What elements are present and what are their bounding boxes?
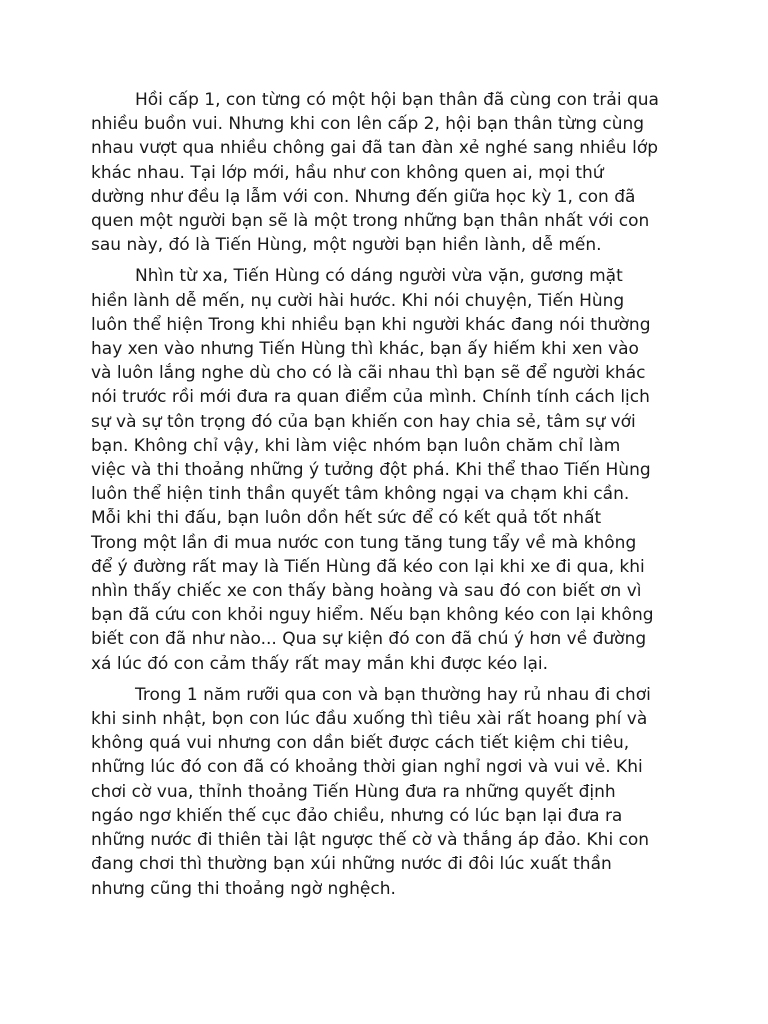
text-line: để ý đường rất may là Tiến Hùng đã kéo con lại khi xe đi qua, khi (91, 556, 645, 577)
text-line: hay xen vào nhưng Tiến Hùng thì khác, bạn ấy hiếm khi xen vào (91, 339, 639, 360)
text-line: những nước đi thiên tài lật ngược thế cờ và thắng áp đảo. Khi con (91, 830, 650, 851)
text-line: chơi cờ vua, thỉnh thoảng Tiến Hùng đưa ra những quyết định (91, 781, 616, 802)
text-line: dường như đều lạ lẫm với con. Nhưng đến giữa học kỳ 1, con đã (91, 186, 636, 207)
text-line: luôn thể hiện Trong khi nhiều bạn khi người khác đang nói thường (91, 314, 651, 335)
text-line: biết con đã như nào... Qua sự kiện đó con đã chú ý hơn về đường (91, 629, 647, 650)
text-line: nói trước rồi mới đưa ra quan điểm của mình. Chính tính cách lịch (91, 387, 650, 408)
text-line: việc và thi thoảng những ý tưởng đột phá. Khi thể thao Tiến Hùng (91, 460, 651, 481)
text-line: Trong một lần đi mua nước con tung tăng tung tẩy về mà không (91, 532, 637, 553)
text-line: và luôn lắng nghe dù cho có là cãi nhau thì bạn sẽ để người khác (91, 363, 646, 384)
text-line: nhìn thấy chiếc xe con thấy bàng hoàng và sau đó con biết ơn vì (91, 581, 642, 602)
text-line: không quá vui nhưng con dần biết được cách tiết kiệm chi tiêu, (91, 733, 630, 754)
text-line: quen một người bạn sẽ là một trong những bạn thân nhất với con (91, 211, 650, 232)
text-line: khi sinh nhật, bọn con lúc đầu xuống thì tiêu xài rất hoang phí và (91, 709, 648, 730)
document-body (91, 88, 691, 908)
text-line: ngáo ngơ khiến thế cục đảo chiều, nhưng có lúc bạn lại đưa ra (91, 805, 623, 826)
text-line: bạn. Không chỉ vậy, khi làm việc nhóm bạn luôn chăm chỉ làm (91, 435, 621, 456)
text-line: khác nhau. Tại lớp mới, hầu như con không quen ai, mọi thứ (91, 162, 604, 183)
text-line: luôn thể hiện tinh thần quyết tâm không ngại va chạm khi cần. (91, 484, 630, 505)
text-line: xá lúc đó con cảm thấy rất may mắn khi được kéo lại. (91, 653, 549, 674)
text-line: những lúc đó con đã có khoảng thời gian nghỉ ngơi và vui vẻ. Khi (91, 757, 643, 778)
text-line: sự và sự tôn trọng đó của bạn khiến con hay chia sẻ, tâm sự với (91, 411, 636, 432)
text-line: hiền lành dễ mến, nụ cười hài hước. Khi nói chuyện, Tiến Hùng (91, 290, 625, 311)
text-line: Nhìn từ xa, Tiến Hùng có dáng người vừa vặn, gương mặt (135, 266, 623, 287)
text-line: nhưng cũng thi thoảng ngờ nghệch. (91, 878, 396, 899)
paragraph-1 (91, 88, 691, 257)
text-line: bạn đã cứu con khỏi nguy hiểm. Nếu bạn không kéo con lại không (91, 605, 654, 626)
text-line: nhau vượt qua nhiều chông gai đã tan đàn xẻ nghé sang nhiều lớp (91, 138, 659, 159)
paragraph-2 (91, 264, 691, 675)
text-line: Mỗi khi thi đấu, bạn luôn dồn hết sức để có kết quả tốt nhất (91, 508, 602, 529)
text-line: Hồi cấp 1, con từng có một hội bạn thân đã cùng con trải qua (135, 90, 659, 110)
text-line: đang chơi thì thường bạn xúi những nước đi đôi lúc xuất thần (91, 854, 612, 875)
text-line: sau này, đó là Tiến Hùng, một người bạn hiền lành, dễ mến. (91, 235, 602, 256)
text-line: nhiều buồn vui. Nhưng khi con lên cấp 2, hội bạn thân từng cùng (91, 114, 645, 135)
paragraph-3 (91, 683, 691, 901)
text-line: Trong 1 năm rưỡi qua con và bạn thường hay rủ nhau đi chơi (135, 684, 651, 705)
